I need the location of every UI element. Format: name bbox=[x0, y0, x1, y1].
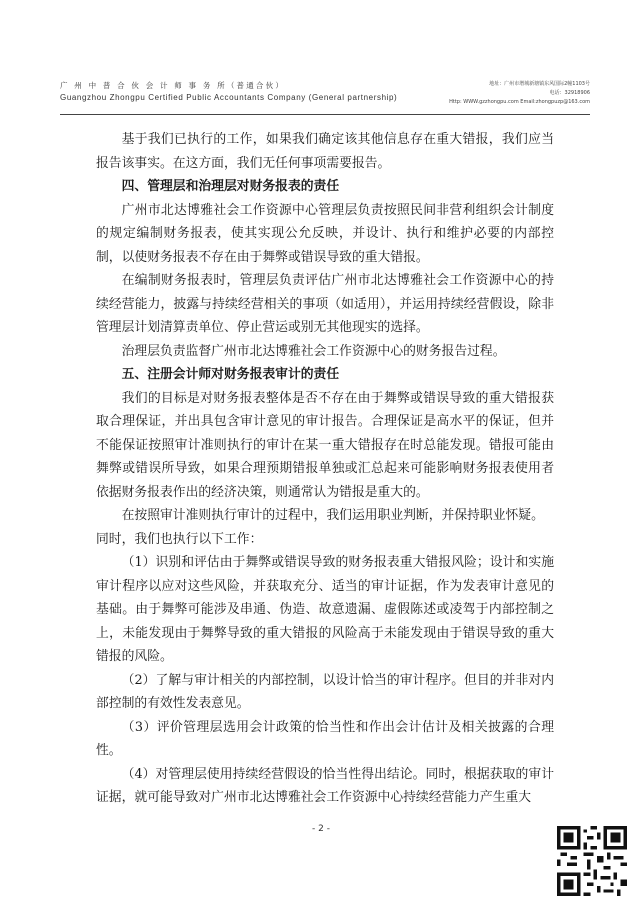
firm-phone: 电话：32918906 bbox=[549, 90, 590, 96]
paragraph: （3）评价管理层选用会计政策的恰当性和作出会计估计及相关披露的合理性。 bbox=[96, 719, 554, 758]
section-heading-4: 四、管理层和治理层对财务报表的责任 bbox=[121, 179, 340, 194]
firm-web-email: Http: WWW.gzzhongpu.com Email:zhongpuzp@163.com bbox=[449, 99, 590, 105]
paragraph: 我们的目标是对财务报表整体是否不存在由于舞弊或错误导致的重大错报获取合理保证，并出具包含审计意见的审计报告。合理保证是高水平的保证，但并不能保证按照审计准则执行的审计在某一重大错报存在时总能发现。错报可能由舞弊或错误所导致，如果合理预期错报单独或汇总起来可能影响财务报表使用者依据财务报表作出的经济决策，则通常认为错报是重大的。 bbox=[96, 390, 554, 500]
paragraph: 广州市北达博雅社会工作资源中心管理层负责按照民间非营利组织会计制度的规定编制财务报表，使其实现公允反映，并设计、执行和维护必要的内部控制，以使财务报表不存在由于舞弊或错误导致的重大错报。 bbox=[96, 202, 554, 265]
firm-address: 地址：广州市增城新塘镇东风国际2幢1103号 bbox=[489, 81, 590, 87]
paragraph: 在按照审计准则执行审计的过程中，我们运用职业判断，并保持职业怀疑。 bbox=[121, 508, 544, 523]
paragraph: （1）识别和评估由于舞弊或错误导致的财务报表重大错报风险；设计和实施审计程序以应对这些风险，并获取充分、适当的审计证据，作为发表审计意见的基础。由于舞弊可能涉及串通、伪造、故意遗漏、虚假陈述或凌驾于内部控制之上，未能发现由于舞弊导致的重大错报的风险高于未能发现由于错误导致的重大错报的风险。 bbox=[96, 555, 554, 664]
paragraph: （4）对管理层使用持续经营假设的恰当性得出结论。同时，根据获取的审计证据，就可能导致对广州市北达博雅社会工作资源中心持续经营能力产生重大 bbox=[96, 766, 554, 805]
firm-name-english: Guangzhou Zhongpu Certified Public Accountants Company (General partnership) bbox=[60, 93, 398, 102]
page-number: - 2 - bbox=[312, 824, 330, 834]
paragraph: （2）了解与审计相关的内部控制，以设计恰当的审计程序。但目的并非对内部控制的有效性发表意见。 bbox=[96, 672, 554, 711]
section-heading-5: 五、注册会计师对财务报表审计的责任 bbox=[121, 367, 340, 382]
firm-contact bbox=[449, 80, 590, 107]
header-divider bbox=[60, 114, 590, 115]
firm-name-chinese: 广 州 中 普 合 伙 会 计 师 事 务 所（普通合伙） bbox=[60, 81, 286, 90]
paragraph: 在编制财务报表时，管理层负责评估广州市北达博雅社会工作资源中心的持续经营能力，披露与持续经营相关的事项（如适用），并运用持续经营假设，除非管理层计划清算责单位、停止营运或别无其他现实的选择。 bbox=[96, 273, 554, 335]
report-body bbox=[96, 128, 554, 810]
paragraph: 治理层负责监督广州市北达博雅社会工作资源中心的财务报告过程。 bbox=[121, 343, 506, 359]
paragraph: 基于我们已执行的工作，如果我们确定该其他信息存在重大错报，我们应当报告该事实。在这方面，我们无任何事项需要报告。 bbox=[96, 132, 554, 171]
letterhead bbox=[60, 80, 590, 114]
paragraph: 同时，我们也执行以下工作： bbox=[96, 531, 263, 547]
qr-code-icon bbox=[557, 826, 627, 896]
